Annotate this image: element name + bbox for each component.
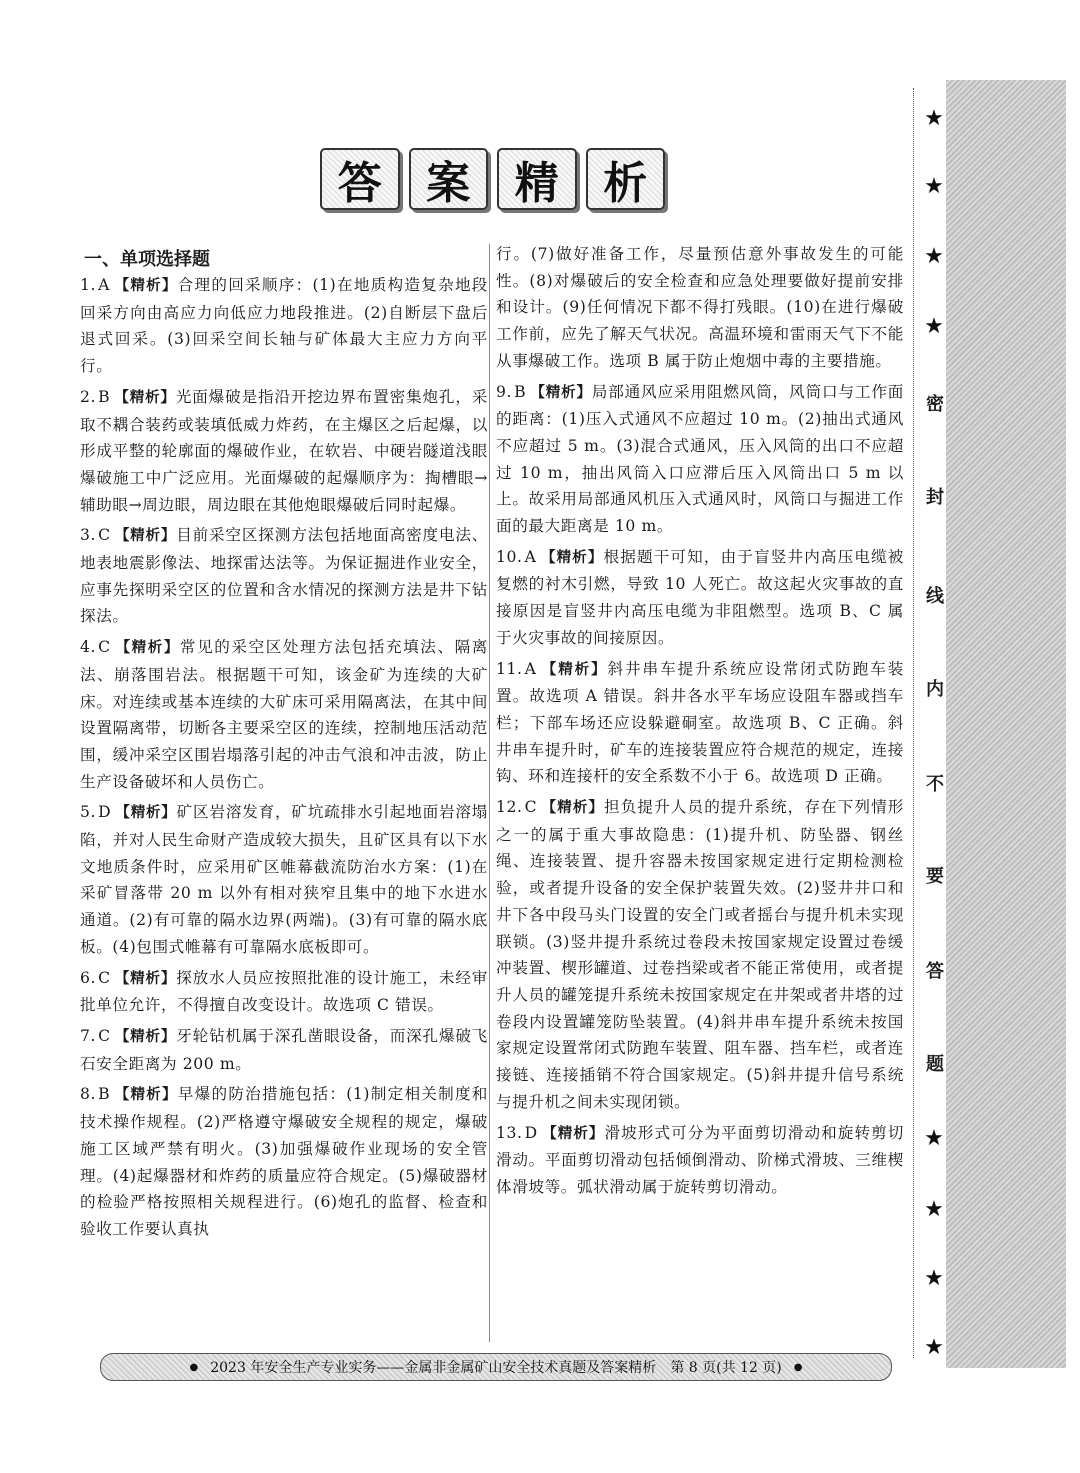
column-divider — [489, 244, 490, 1342]
page-title — [320, 148, 665, 212]
answer-entry: 3. C 【精析】目前采空区探测方法包括地面高密度电法、地表地震影像法、地探雷达法等。为保证掘进作业安全，应事先探明采空区的位置和含水情况的探测方法是井下钻探法。 — [80, 526, 489, 626]
left-column — [80, 272, 488, 1247]
seal-notice-char: 答 — [926, 961, 944, 982]
answer-entry: 8. B 【精析】早爆的防治措施包括：(1)制定相关制度和技术操作规程。(2)严格遵守爆破安全规程的规定，爆破施工区域严禁有明火。(3)加强爆破作业现场的安全管理。(4)起爆器材和炸药的质量应符合规定。(5)爆破器材的检验严格按照相关规程进行。(6)炮孔的监督、检查和验收工作要认真执 — [80, 1085, 489, 1238]
seal-notice-char: 题 — [926, 1054, 944, 1075]
binding-strip — [946, 80, 1066, 1368]
answer-entry-continued: 行。(7)做好准备工作，尽量预估意外事故发生的可能性。(8)对爆破后的安全检查和应急处理要做好提前安排和设计。(9)任何情况下都不得打残眼。(10)在进行爆破工作前，应先了解天气状况。高温环境和雷雨天气下不能从事爆破工作。选项 B 属于防止炮烟中毒的主要措施。 — [496, 245, 904, 370]
seal-notice-char: 密 — [926, 394, 944, 415]
answer-entry: 11. A 【精析】斜井串车提升系统应设常闭式防跑车装置。故选项 A 错误。斜井各水平车场应设阻车器或挡车栏；下部车场还应设躲避硐室。故选项 B、C 正确。斜井串车提升时，矿车的连接装置应符合规范的规定，连接钩、环和连接杆的安全系数不小于 6。故选项 D 正确。 — [496, 659, 904, 786]
dot-icon: ● — [189, 1361, 199, 1373]
title-char-box: 析 — [586, 148, 666, 210]
title-char-box: 精 — [497, 148, 577, 210]
title-char-box: 案 — [409, 148, 489, 210]
answer-entry: 13. D 【精析】滑坡形式可分为平面剪切滑动和旋转剪切滑动。平面剪切滑动包括倾倒滑动、阶梯式滑坡、三维楔体滑坡等。弧状滑动属于旋转剪切滑动。 — [496, 1123, 904, 1196]
star-icon: ★ — [924, 1335, 944, 1360]
answer-entry: 10. A 【精析】根据题干可知，由于盲竖井内高压电缆被复燃的衬木引燃，导致 10 人死亡。故这起火灾事故的直接原因是盲竖井内高压电缆为非阻燃型。选项 B、C 属于火灾事故的间接原因。 — [496, 547, 904, 647]
answer-entry: 4. C 【精析】常见的采空区处理方法包括充填法、隔离法、崩落围岩法。根据题干可知，该金矿为连续的大矿床。对连续或基本连续的大矿床可采用隔离法，在其中间设置隔离带，切断各主要采空区的连续，控制地压活动范围，缓冲采空区围岩塌落引起的冲击气浪和冲击波，防止生产设备破坏和人员伤亡。 — [80, 638, 488, 791]
page-footer — [100, 1353, 892, 1381]
answer-entry: 12. C 【精析】担负提升人员的提升系统，存在下列情形之一的属于重大事故隐患：(1)提升机、防坠器、钢丝绳、连接装置、提升容器未按国家规定进行定期检测检验，或者提升设备的安全保护装置失效。(2)竖井井口和井下各中段马头门设置的安全门或者摇台与提升机未实现联锁。(3)竖井提升系统过卷段未按国家规定设置过卷缓冲装置、楔形罐道、过卷挡梁或者不能正常使用，或者提升人员的罐笼提升系统未按国家规定在井架或者井塔的过卷段内设置罐笼防坠装置。(4)斜井串车提升系统未按国家规定设置常闭式防跑车装置、阻车器、挡车栏，或者连接链、连接插销不符合国家规定。(5)斜井提升信号系统与提升机之间未实现闭锁。 — [496, 798, 904, 1111]
seal-line — [913, 88, 915, 1358]
seal-notice-char: 要 — [926, 866, 944, 887]
star-icon: ★ — [924, 1126, 944, 1151]
star-icon: ★ — [924, 1266, 944, 1291]
seal-notice-char: 不 — [926, 774, 944, 795]
answer-entry: 7. C 【精析】牙轮钻机属于深孔凿眼设备，而深孔爆破飞石安全距离为 200 m。 — [80, 1026, 489, 1073]
footer-text: 2023 年安全生产专业实务——金属非金属矿山安全技术真题及答案精析 — [210, 1360, 657, 1376]
star-icon: ★ — [924, 1197, 944, 1222]
star-icon: ★ — [924, 314, 944, 339]
dot-icon: ● — [793, 1361, 803, 1373]
seal-notice-char: 封 — [926, 487, 944, 508]
seal-notice-char: 线 — [926, 586, 944, 607]
right-column — [496, 241, 904, 1205]
star-icon: ★ — [924, 106, 944, 131]
answer-entry: 5. D 【精析】矿区岩溶发育，矿坑疏排水引起地面岩溶塌陷，并对人民生命财产造成较大损失，且矿区具有以下水文地质条件时，应采用矿区帷幕截流防治水方案：(1)在采矿冒落带 20 m 以外有相对狭窄且集中的地下水进水通道。(2)有可靠的隔水边界(两端)。(3)有可靠的隔水底板。(4)包围式帷幕有可靠隔水底板即可。 — [80, 803, 488, 956]
answer-entry: 1. A 【精析】合理的回采顺序：(1)在地质构造复杂地段回采方向由高应力向低应力地段推进。(2)自断层下盘后退式回采。(3)回采空间长轴与矿体最大主应力方向平行。 — [80, 276, 488, 376]
answer-entry: 2. B 【精析】光面爆破是指沿开挖边界布置密集炮孔，采取不耦合装药或装填低威力炸药，在主爆区之后起爆，以形成平整的轮廓面的爆破作业，在软岩、中硬岩隧道浅眼爆破施工中广泛应用。光面爆破的起爆顺序为：掏槽眼→辅助眼→周边眼，周边眼在其他炮眼爆破后同时起爆。 — [80, 387, 488, 514]
star-icon: ★ — [924, 244, 944, 269]
star-icon: ★ — [924, 174, 944, 199]
seal-notice-char: 内 — [926, 679, 944, 700]
answer-entry: 6. C 【精析】探放水人员应按照批准的设计施工，未经审批单位允许，不得擅自改变设计。故选项 C 错误。 — [80, 968, 489, 1015]
title-char-box: 答 — [320, 148, 400, 210]
section-heading: 一、单项选择题 — [84, 249, 210, 270]
answer-entry: 9. B 【精析】局部通风应采用阻燃风筒，风筒口与工作面的距离：(1)压入式通风不应超过 10 m。(2)抽出式通风不应超过 5 m。(3)混合式通风，压入风筒的出口不应超过 10 m，抽出风筒入口应滞后压入风筒出口 5 m 以上。故采用局部通风机压入式通风时，风筒口与掘进工作面的最大距离是 10 m。 — [496, 382, 904, 536]
page-number: 第 8 页(共 12 页) — [670, 1360, 782, 1376]
